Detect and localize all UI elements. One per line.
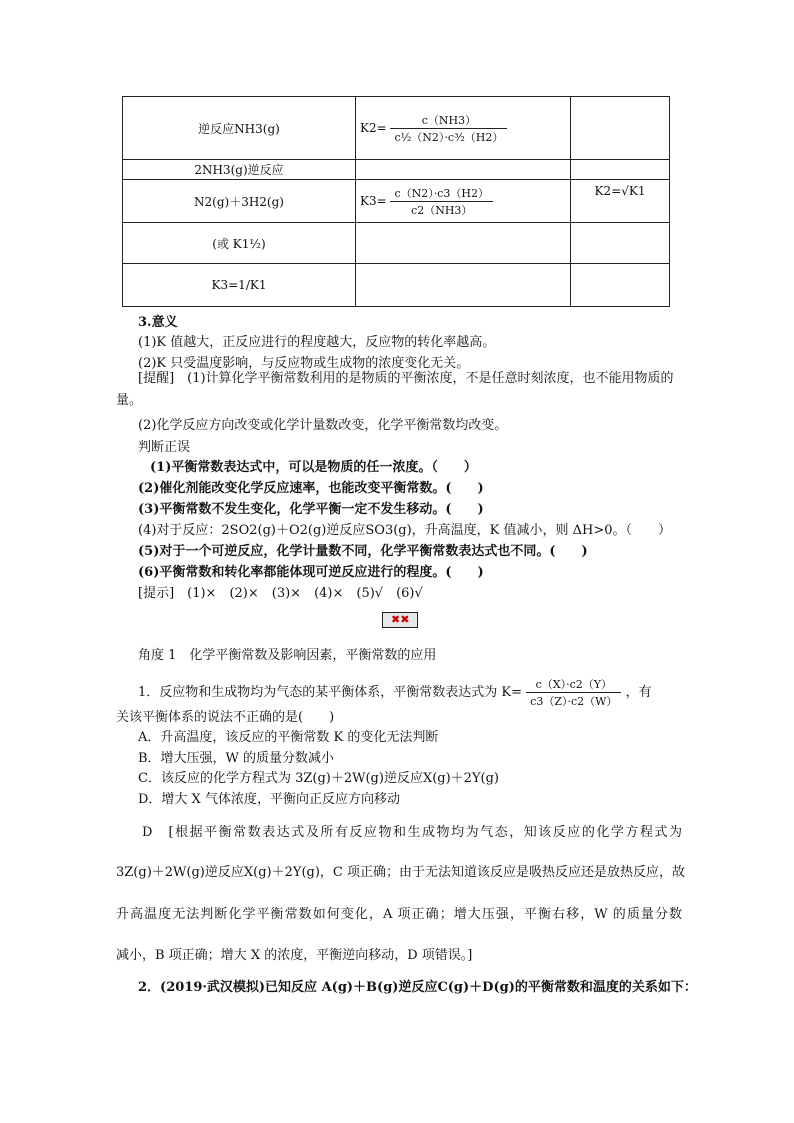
table-cell: (或 K1½)	[123, 223, 356, 264]
question-text: 1．反应物和生成物均为气态的某平衡体系，平衡常数表达式为 K=	[138, 685, 523, 700]
table-cell	[571, 97, 670, 160]
option-a: A．升高温度，该反应的平衡常数 K 的变化无法判断	[138, 730, 439, 745]
section-heading: 3.意义	[138, 315, 178, 330]
answer-line: 升高温度无法判断化学平衡常数如何变化，A 项正确；增大压强，平衡右移，W 的质量分数	[116, 907, 682, 922]
answer-line: 减小，B 项正确；增大 X 的浓度，平衡逆向移动，D 项错误。]	[116, 948, 473, 963]
fraction-numerator: c（X）·c2（Y）	[526, 676, 621, 693]
fraction-denominator: c3（Z）·c2（W）	[530, 695, 618, 708]
angle-title: 角度 1 化学平衡常数及影响因素，平衡常数的应用	[138, 648, 437, 663]
question-stem: 2．(2019·武汉模拟)已知反应 A(g)＋B(g)逆反应C(g)＋D(g)的平衡常数和温度的关系如下：	[138, 980, 697, 995]
judge-title: 判断正误	[138, 440, 191, 455]
paragraph: (2)化学反应方向改变或化学计量数改变，化学平衡常数均改变。	[138, 418, 508, 433]
k-label: K3=	[360, 193, 387, 208]
table-cell	[356, 160, 571, 180]
fraction-numerator: c（NH3）	[390, 112, 507, 129]
table-cell: K2=√K1	[571, 180, 670, 223]
table-cell	[356, 97, 571, 160]
table-cell	[356, 180, 571, 223]
table-cell: 2NH3(g)逆反应	[123, 160, 356, 180]
table-row	[123, 97, 670, 160]
hint-answers: [提示] (1)× (2)× (3)× (4)× (5)√ (6)√	[138, 586, 423, 601]
divider-icon: ✖✖	[382, 612, 418, 628]
paragraph: (1)K 值越大，正反应进行的程度越大，反应物的转化率越高。	[138, 335, 496, 350]
judge-item: (6)平衡常数和转化率都能体现可逆反应进行的程度。( )	[138, 565, 484, 580]
table-cell	[356, 223, 571, 264]
fraction	[390, 112, 507, 145]
answer-line: 3Z(g)＋2W(g)逆反应X(g)＋2Y(g)，C 项正确；由于无法知道该反应是吸热反应还是放热反应，故	[116, 865, 685, 880]
table-row	[123, 160, 670, 180]
question-text: 关该平衡体系的说法不正确的是( )	[116, 710, 335, 725]
tip-paragraph: [提醒] (1)计算化学平衡常数利用的是物质的平衡浓度，不是任意时刻浓度，也不能用物质的量。	[116, 371, 674, 408]
judge-item: (1)平衡常数表达式中，可以是物质的任一浓度。（ ）	[150, 460, 477, 475]
fraction	[390, 185, 493, 218]
equilibrium-constant-table	[122, 96, 670, 307]
table-cell: 逆反应NH3(g)	[123, 97, 356, 160]
table-row	[123, 180, 670, 223]
fraction-denominator: c½（N2）·c³⁄₂（H2）	[394, 130, 504, 144]
question-stem	[138, 676, 652, 709]
k-label: K2=	[360, 120, 387, 135]
table-cell: N2(g)＋3H2(g)	[123, 180, 356, 223]
table-cell	[356, 264, 571, 307]
option-d: D．增大 X 气体浓度，平衡向正反应方向移动	[138, 792, 400, 807]
table-cell: K3=1/K1	[123, 264, 356, 307]
option-c: C．该反应的化学方程式为 3Z(g)＋2W(g)逆反应X(g)＋2Y(g)	[138, 771, 499, 786]
table-cell	[571, 160, 670, 180]
table-row	[123, 223, 670, 264]
judge-item: (5)对于一个可逆反应，化学计量数不同，化学平衡常数表达式也不同。( )	[138, 544, 588, 559]
question-text: ，有	[625, 685, 652, 700]
judge-item: (2)催化剂能改变化学反应速率，也能改变平衡常数。( )	[138, 481, 484, 496]
fraction	[526, 676, 621, 709]
answer-line: D [根据平衡常数表达式及所有反应物和生成物均为气态，知该反应的化学方程式为	[142, 825, 682, 840]
table-cell	[571, 264, 670, 307]
paragraph: (2)K 只受温度影响，与反应物或生成物的浓度变化无关。	[138, 356, 470, 371]
fraction-denominator: c2（NH3）	[411, 203, 473, 217]
table-row	[123, 264, 670, 307]
table-cell	[571, 223, 670, 264]
option-b: B．增大压强，W 的质量分数减小	[138, 751, 335, 766]
fraction-numerator: c（N2）·c3（H2）	[390, 185, 493, 202]
judge-item: (4)对于反应：2SO2(g)＋O2(g)逆反应SO3(g)，升高温度，K 值减小，则 ΔH>0。（ ）	[138, 523, 672, 538]
judge-item: (3)平衡常数不发生变化，化学平衡一定不发生移动。( )	[138, 502, 484, 517]
